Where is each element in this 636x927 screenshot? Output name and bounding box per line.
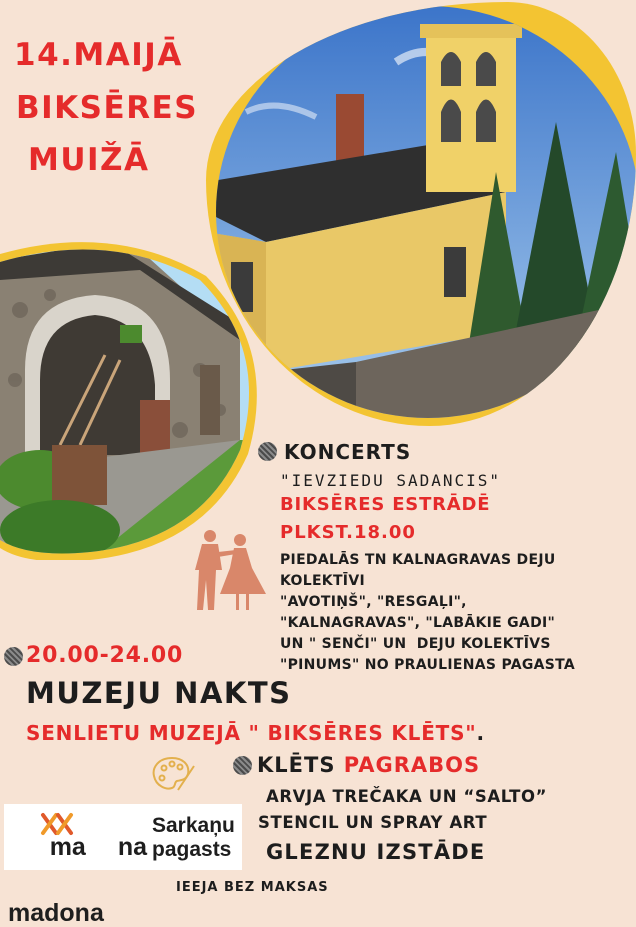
performers-line: PIEDALĀS TN KALNAGRAVAS DEJU bbox=[280, 552, 556, 568]
performers-line: UN " SENČI" UN DEJU KOLEKTĪVS bbox=[280, 636, 551, 652]
barn-photo bbox=[0, 240, 260, 560]
night-time: 20.00-24.00 bbox=[26, 643, 184, 668]
entry-note: IEEJA BEZ MAKSAS bbox=[176, 880, 329, 895]
night-museum bbox=[26, 721, 485, 745]
bullet-icon bbox=[4, 647, 23, 666]
title-manor: MUIŽĀ bbox=[28, 142, 150, 178]
performers-line: "PINUMS" NO PRAULIENAS PAGASTA bbox=[280, 657, 576, 673]
logo-mana-b: na bbox=[117, 833, 148, 861]
night-title: MUZEJU NAKTS bbox=[26, 676, 292, 710]
museum-name: SENLIETU MUZEJĀ " BIKSĒRES KLĒTS" bbox=[26, 721, 477, 745]
concert-group: "IEVZIEDU SADANCIS" bbox=[280, 471, 502, 490]
exhibit-heading bbox=[257, 753, 480, 777]
manor-photo bbox=[206, 2, 636, 426]
sarkanu-logo bbox=[152, 814, 235, 862]
logo-sarkanu: Sarkaņu bbox=[152, 814, 235, 837]
bullet-icon bbox=[233, 756, 252, 775]
title-date: 14.MAIJĀ bbox=[14, 37, 183, 73]
exhibit-heading-b: PAGRABOS bbox=[343, 753, 481, 777]
concert-venue: BIKSĒRES ESTRĀDĒ bbox=[280, 494, 491, 515]
title-place: BIKSĒRES bbox=[16, 90, 199, 126]
performers-line: "AVOTIŅŠ", "RESGAĻI", bbox=[280, 594, 467, 610]
logos-panel bbox=[4, 804, 242, 927]
exhibit-heading-a: KLĒTS bbox=[257, 753, 344, 777]
weave-icon bbox=[40, 812, 74, 836]
dancers-icon bbox=[188, 528, 270, 612]
museum-dot: . bbox=[476, 721, 485, 745]
concert-time: PLKST.18.00 bbox=[280, 522, 416, 543]
logo-mana-a: ma bbox=[49, 833, 86, 861]
concert-heading: KONCERTS bbox=[284, 440, 412, 464]
exhibit-artists: ARVJA TREČAKA UN “SALTO” bbox=[266, 787, 548, 806]
bullet-icon bbox=[258, 442, 277, 461]
exhibit-technique: STENCIL UN SPRAY ART bbox=[258, 813, 488, 832]
logo-pagasts: pagasts bbox=[152, 838, 232, 861]
logo-madona: madona bbox=[8, 899, 104, 927]
mana-madona-logo bbox=[8, 814, 148, 927]
concert-performers bbox=[280, 550, 636, 676]
performers-line: KOLEKTĪVI bbox=[280, 573, 365, 589]
palette-icon bbox=[150, 754, 196, 794]
performers-line: "KALNAGRAVAS", "LABĀKIE GADI" bbox=[280, 615, 556, 631]
exhibit-title: GLEZNU IZSTĀDE bbox=[266, 840, 486, 864]
